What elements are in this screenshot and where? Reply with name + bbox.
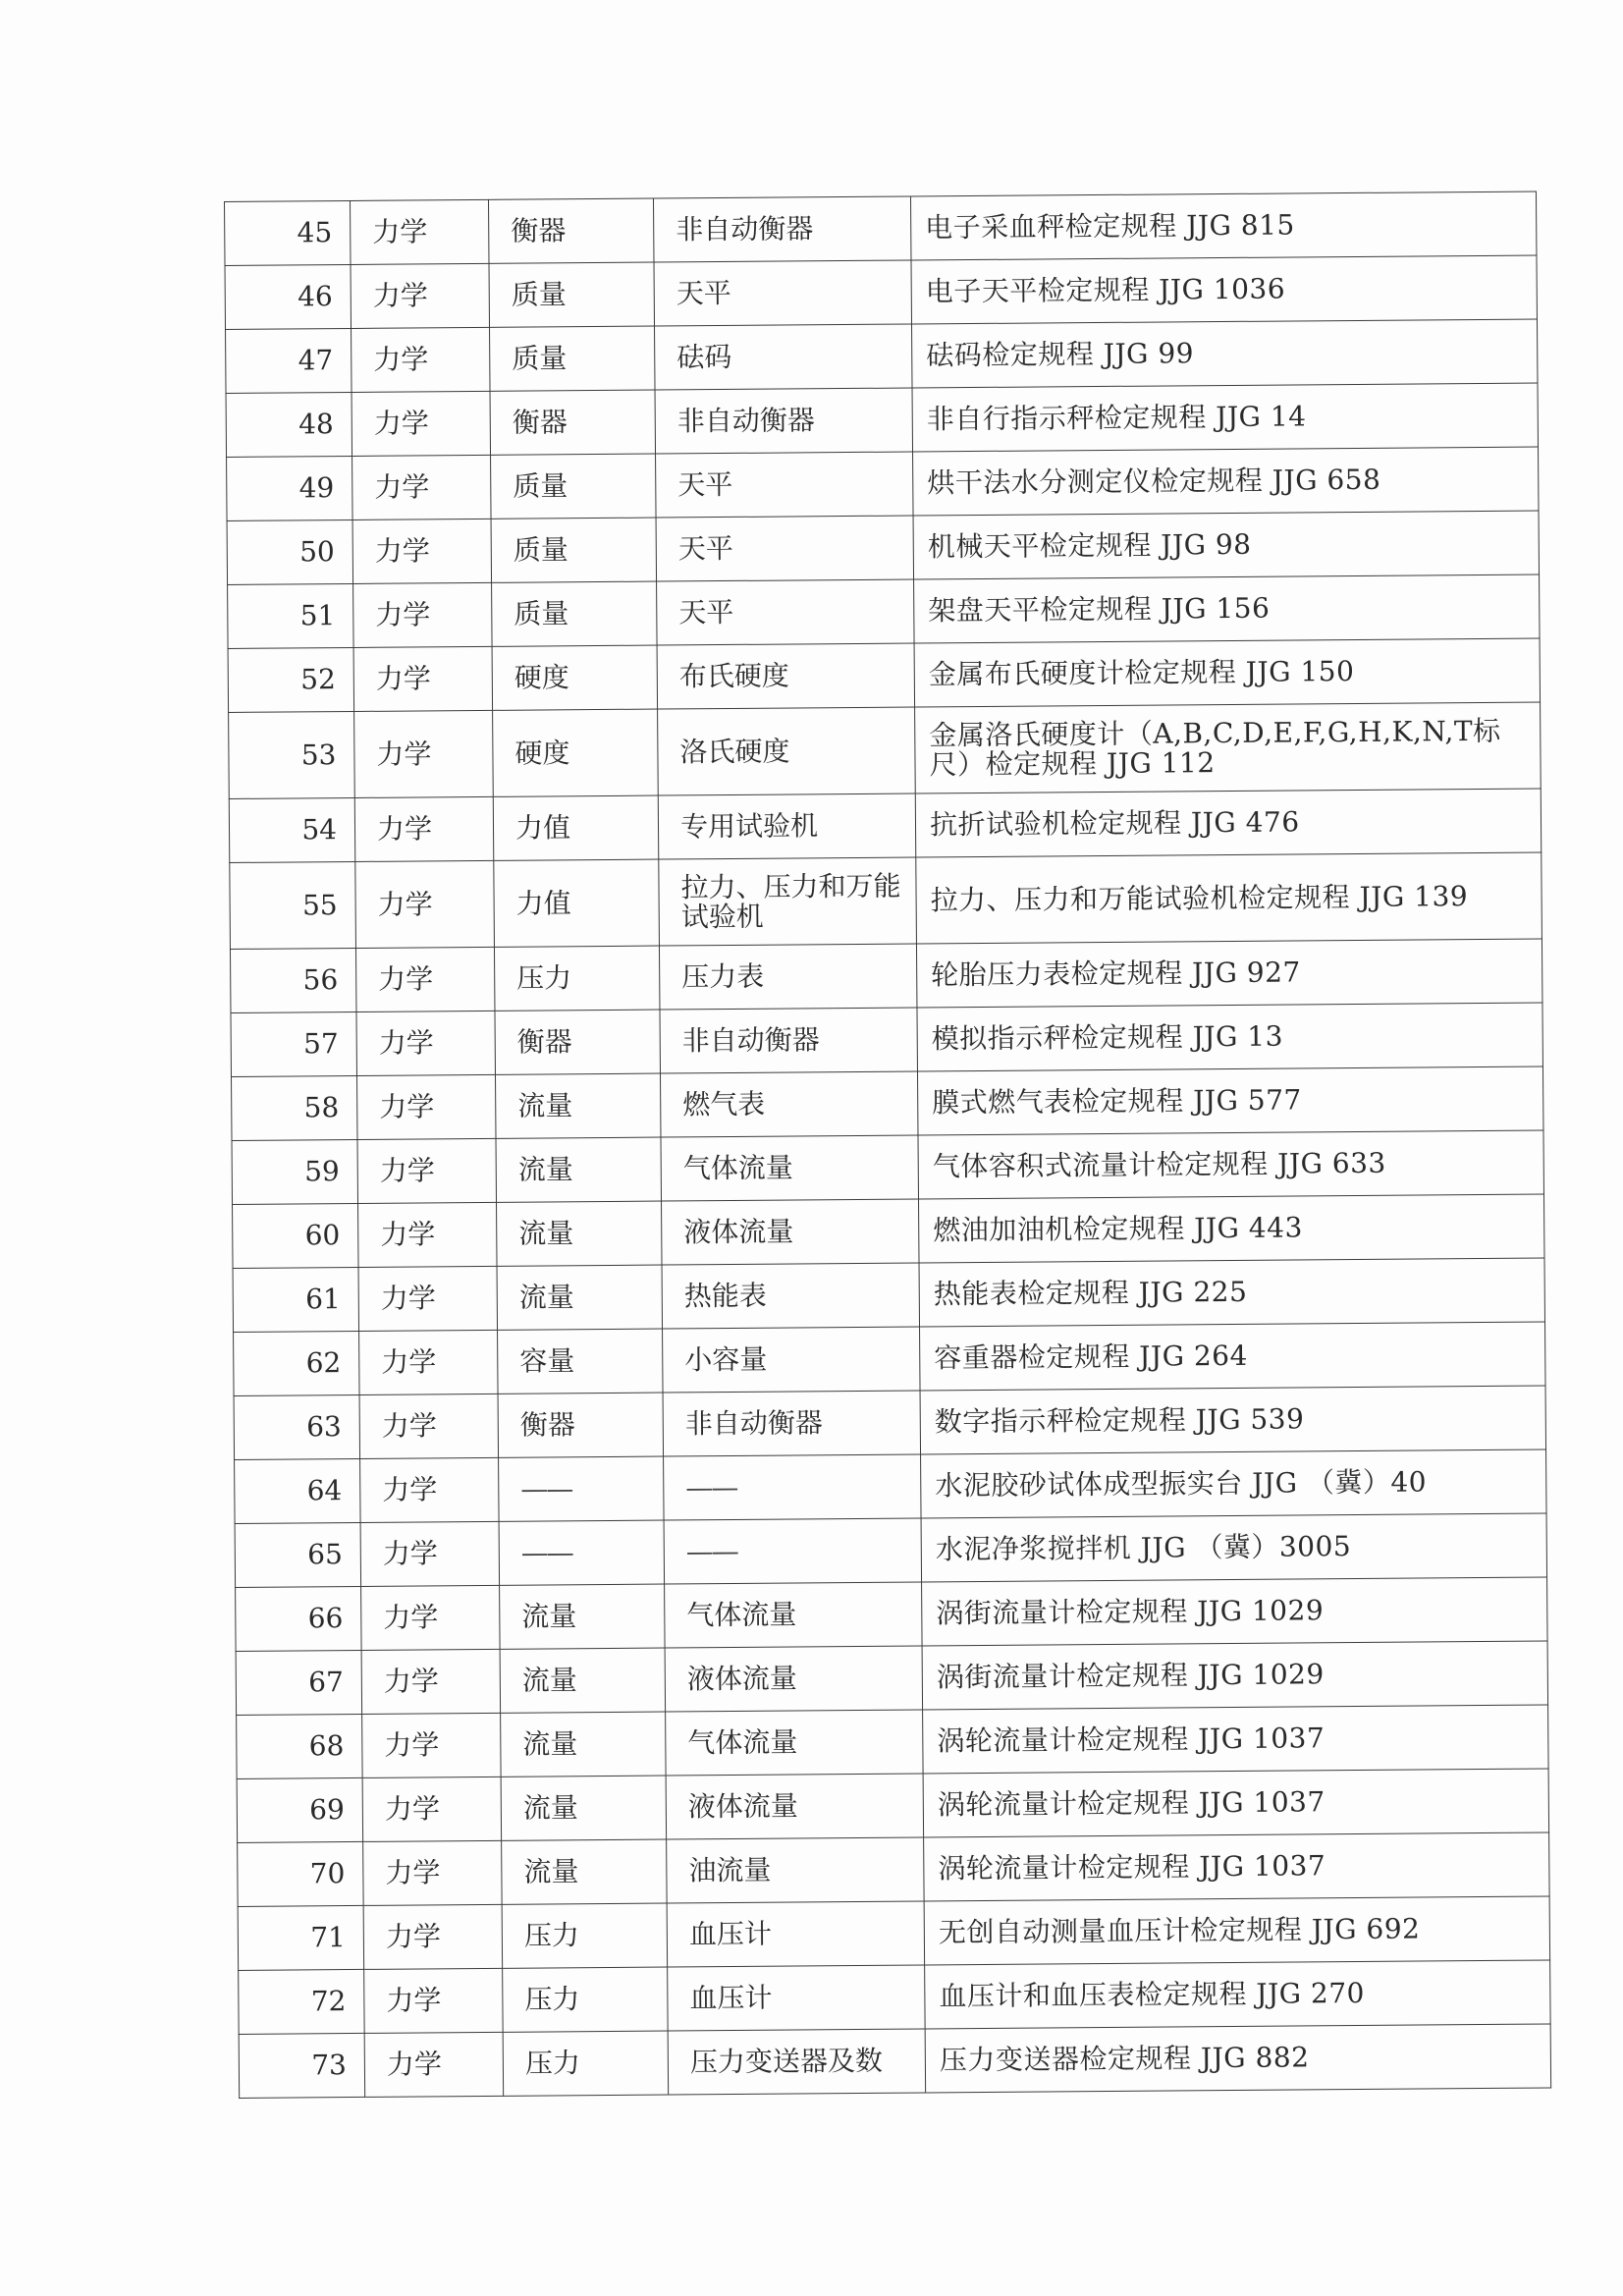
category-cell: 压力 (503, 2031, 669, 2096)
category-cell: 流量 (500, 1648, 666, 1713)
table-row (238, 1896, 1549, 1970)
field-cell: 力学 (352, 391, 491, 456)
subcategory-cell: 天平 (657, 579, 915, 645)
subcategory-cell: 非自动衡器 (663, 1391, 921, 1456)
category-cell: 压力 (503, 1967, 669, 2032)
table-row (237, 1705, 1548, 1778)
subcategory-cell: 布氏硬度 (657, 643, 915, 709)
category-cell: 容量 (498, 1329, 664, 1394)
subcategory-cell: 非自动衡器 (655, 388, 913, 454)
subcategory-cell: 天平 (654, 260, 912, 326)
category-cell: 衡器 (490, 390, 656, 455)
regulation-cell: 抗折试验机检定规程 JJG 476 (915, 789, 1541, 857)
regulation-cell: 电子采血秤检定规程 JJG 815 (910, 191, 1536, 260)
field-cell: 力学 (356, 1074, 496, 1139)
regulation-cell: 涡轮流量计检定规程 JJG 1037 (923, 1705, 1548, 1774)
row-number: 58 (232, 1075, 358, 1140)
regulation-cell: 水泥胶砂试体成型振实台 JJG （冀）40 (921, 1449, 1546, 1518)
field-cell: 力学 (358, 1266, 498, 1331)
table-row (232, 1130, 1543, 1204)
regulation-cell: 非自行指示秤检定规程 JJG 14 (912, 383, 1538, 452)
table-row (236, 1577, 1547, 1651)
field-cell: 力学 (364, 2032, 504, 2097)
regulation-cell: 数字指示秤检定规程 JJG 539 (920, 1386, 1545, 1454)
subcategory-cell: 压力变送器及数 (668, 2029, 926, 2095)
category-cell: 压力 (494, 946, 660, 1011)
table-row (239, 2024, 1550, 2098)
regulation-cell: 拉力、压力和万能试验机检定规程 JJG 139 (916, 852, 1542, 944)
regulation-cell: 燃油加油机检定规程 JJG 443 (919, 1194, 1544, 1263)
category-cell: 衡器 (495, 1010, 661, 1074)
subcategory-cell: 血压计 (667, 1901, 925, 1967)
table-row (238, 1832, 1549, 1906)
table-row (230, 939, 1542, 1012)
row-number: 46 (225, 264, 352, 329)
table-row (225, 255, 1537, 329)
row-number: 73 (239, 2033, 365, 2098)
category-cell: 硬度 (493, 709, 659, 796)
regulation-cell: 压力变送器检定规程 JJG 882 (925, 2024, 1550, 2093)
category-cell: 流量 (497, 1201, 663, 1266)
subcategory-cell: 气体流量 (665, 1582, 923, 1648)
row-number: 51 (228, 583, 354, 648)
row-number: 64 (235, 1458, 361, 1523)
regulation-cell: 容重器检定规程 JJG 264 (920, 1322, 1545, 1391)
table-row (227, 511, 1539, 584)
subcategory-cell: 液体流量 (662, 1199, 920, 1265)
table-row (228, 574, 1540, 648)
regulation-cell: 无创自动测量血压计检定规程 JJG 692 (924, 1896, 1549, 1965)
table-row (235, 1513, 1546, 1587)
table-body (225, 191, 1551, 2098)
subcategory-cell: 气体流量 (666, 1710, 924, 1776)
table-row (236, 1641, 1547, 1715)
field-cell: 力学 (354, 796, 494, 861)
field-cell: 力学 (352, 327, 491, 392)
regulation-cell: 金属洛氏硬度计（A,B,C,D,E,F,G,H,K,N,T标尺）检定规程 JJG 112 (915, 702, 1542, 793)
category-cell: 衡器 (498, 1393, 664, 1457)
field-cell: 力学 (354, 710, 494, 797)
row-number: 48 (226, 392, 352, 457)
subcategory-cell: 砝码 (655, 324, 913, 390)
category-cell: —— (499, 1520, 665, 1585)
row-number: 61 (233, 1267, 359, 1332)
field-cell: 力学 (353, 646, 493, 711)
regulation-cell: 血压计和血压表检定规程 JJG 270 (925, 1960, 1550, 2029)
category-cell: 质量 (491, 518, 657, 582)
category-cell: 质量 (492, 581, 658, 646)
table-row (234, 1386, 1545, 1459)
table-row (225, 191, 1537, 265)
row-number: 66 (236, 1586, 362, 1651)
regulation-cell: 水泥净浆搅拌机 JJG （冀）3005 (921, 1513, 1546, 1582)
table-row (228, 638, 1540, 712)
row-number: 52 (228, 647, 354, 712)
category-cell: 流量 (501, 1712, 667, 1777)
regulation-cell: 涡街流量计检定规程 JJG 1029 (922, 1577, 1547, 1646)
subcategory-cell: 小容量 (663, 1327, 921, 1393)
row-number: 68 (237, 1714, 363, 1778)
field-cell: 力学 (363, 1904, 503, 1969)
subcategory-cell: 天平 (656, 452, 914, 518)
table-row (232, 1066, 1543, 1140)
category-cell: 流量 (501, 1776, 667, 1840)
regulation-cell: 热能表检定规程 JJG 225 (919, 1258, 1544, 1327)
table-row (234, 1322, 1545, 1395)
row-number: 55 (230, 861, 356, 949)
row-number: 45 (225, 200, 352, 265)
row-number: 50 (227, 519, 353, 584)
row-number: 69 (237, 1777, 363, 1842)
field-cell: 力学 (360, 1521, 500, 1586)
subcategory-cell: 天平 (656, 516, 914, 581)
subcategory-cell: 燃气表 (660, 1071, 918, 1137)
table-row (226, 319, 1538, 393)
subcategory-cell: 非自动衡器 (653, 196, 911, 262)
regulation-cell: 机械天平检定规程 JJG 98 (913, 511, 1539, 579)
table-row (233, 1258, 1544, 1332)
field-cell: 力学 (355, 947, 495, 1011)
regulation-cell: 涡轮流量计检定规程 JJG 1037 (923, 1769, 1548, 1837)
regulation-cell: 砝码检定规程 JJG 99 (912, 319, 1538, 388)
row-number: 60 (233, 1203, 359, 1268)
subcategory-cell: 液体流量 (665, 1646, 923, 1712)
field-cell: 力学 (357, 1138, 497, 1203)
subcategory-cell: 压力表 (659, 944, 917, 1010)
regulation-cell: 涡街流量计检定规程 JJG 1029 (922, 1641, 1547, 1710)
field-cell: 力学 (351, 263, 490, 328)
category-cell: —— (499, 1456, 665, 1521)
category-cell: 流量 (496, 1137, 662, 1202)
table-row (230, 852, 1542, 949)
row-number: 57 (231, 1011, 357, 1076)
field-cell: 力学 (359, 1330, 499, 1394)
subcategory-cell: 血压计 (668, 1965, 926, 2031)
field-cell: 力学 (362, 1713, 502, 1777)
category-cell: 流量 (502, 1839, 668, 1904)
row-number: 47 (226, 328, 352, 393)
row-number: 65 (235, 1522, 361, 1587)
table-row (237, 1769, 1548, 1842)
table-row (239, 1960, 1550, 2034)
row-number: 63 (234, 1394, 360, 1459)
row-number: 53 (229, 711, 355, 798)
verification-regulation-table (224, 191, 1551, 2098)
regulation-cell: 架盘天平检定规程 JJG 156 (914, 574, 1540, 643)
category-cell: 流量 (495, 1073, 661, 1138)
subcategory-cell: 气体流量 (661, 1135, 919, 1201)
row-number: 71 (238, 1905, 364, 1970)
subcategory-cell: 液体流量 (666, 1774, 924, 1839)
category-cell: 质量 (490, 326, 656, 391)
field-cell: 力学 (362, 1777, 502, 1841)
regulation-cell: 模拟指示秤检定规程 JJG 13 (917, 1003, 1542, 1071)
category-cell: 质量 (491, 454, 657, 519)
category-cell: 流量 (497, 1265, 663, 1330)
table-row (233, 1194, 1544, 1268)
row-number: 72 (239, 1969, 365, 2034)
regulation-cell: 电子天平检定规程 JJG 1036 (911, 255, 1537, 324)
field-cell: 力学 (359, 1394, 499, 1458)
table-row (229, 789, 1541, 862)
row-number: 59 (232, 1139, 358, 1204)
regulation-cell: 烘干法水分测定仪检定规程 JJG 658 (913, 447, 1539, 516)
field-cell: 力学 (363, 1840, 503, 1905)
subcategory-cell: 专用试验机 (658, 793, 916, 859)
regulation-cell: 金属布氏硬度计检定规程 JJG 150 (914, 638, 1540, 707)
regulation-cell: 膜式燃气表检定规程 JJG 577 (917, 1066, 1542, 1135)
table-row (227, 447, 1539, 520)
category-cell: 质量 (489, 262, 655, 327)
category-cell: 硬度 (492, 645, 658, 710)
row-number: 49 (227, 456, 353, 520)
field-cell: 力学 (355, 860, 495, 948)
field-cell: 力学 (352, 455, 492, 519)
field-cell: 力学 (358, 1202, 498, 1267)
category-cell: 力值 (494, 859, 660, 947)
subcategory-cell: 油流量 (667, 1837, 925, 1903)
field-cell: 力学 (361, 1585, 501, 1650)
field-cell: 力学 (356, 1011, 496, 1075)
field-cell: 力学 (352, 519, 492, 583)
category-cell: 衡器 (488, 198, 654, 263)
field-cell: 力学 (353, 582, 493, 647)
regulation-cell: 涡轮流量计检定规程 JJG 1037 (924, 1832, 1549, 1901)
row-number: 67 (236, 1650, 362, 1715)
table-row (226, 383, 1538, 457)
row-number: 62 (234, 1331, 360, 1395)
field-cell: 力学 (360, 1457, 500, 1522)
category-cell: 力值 (493, 795, 659, 860)
field-cell: 力学 (350, 199, 489, 264)
subcategory-cell: 热能表 (662, 1263, 920, 1329)
regulation-cell: 气体容积式流量计检定规程 JJG 633 (918, 1130, 1543, 1199)
subcategory-cell: —— (664, 1454, 922, 1520)
field-cell: 力学 (361, 1649, 501, 1714)
table-row (229, 702, 1542, 798)
row-number: 54 (229, 797, 355, 862)
table-row (235, 1449, 1546, 1523)
row-number: 56 (230, 948, 356, 1012)
category-cell: 压力 (502, 1903, 668, 1968)
subcategory-cell: 非自动衡器 (660, 1008, 918, 1073)
regulation-cell: 轮胎压力表检定规程 JJG 927 (916, 939, 1542, 1008)
row-number: 70 (238, 1841, 364, 1906)
field-cell: 力学 (364, 1968, 504, 2033)
subcategory-cell: 拉力、压力和万能试验机 (659, 857, 917, 946)
category-cell: 流量 (500, 1584, 666, 1649)
table-row (231, 1003, 1542, 1076)
subcategory-cell: 洛氏硬度 (658, 707, 916, 795)
subcategory-cell: —— (664, 1518, 922, 1584)
